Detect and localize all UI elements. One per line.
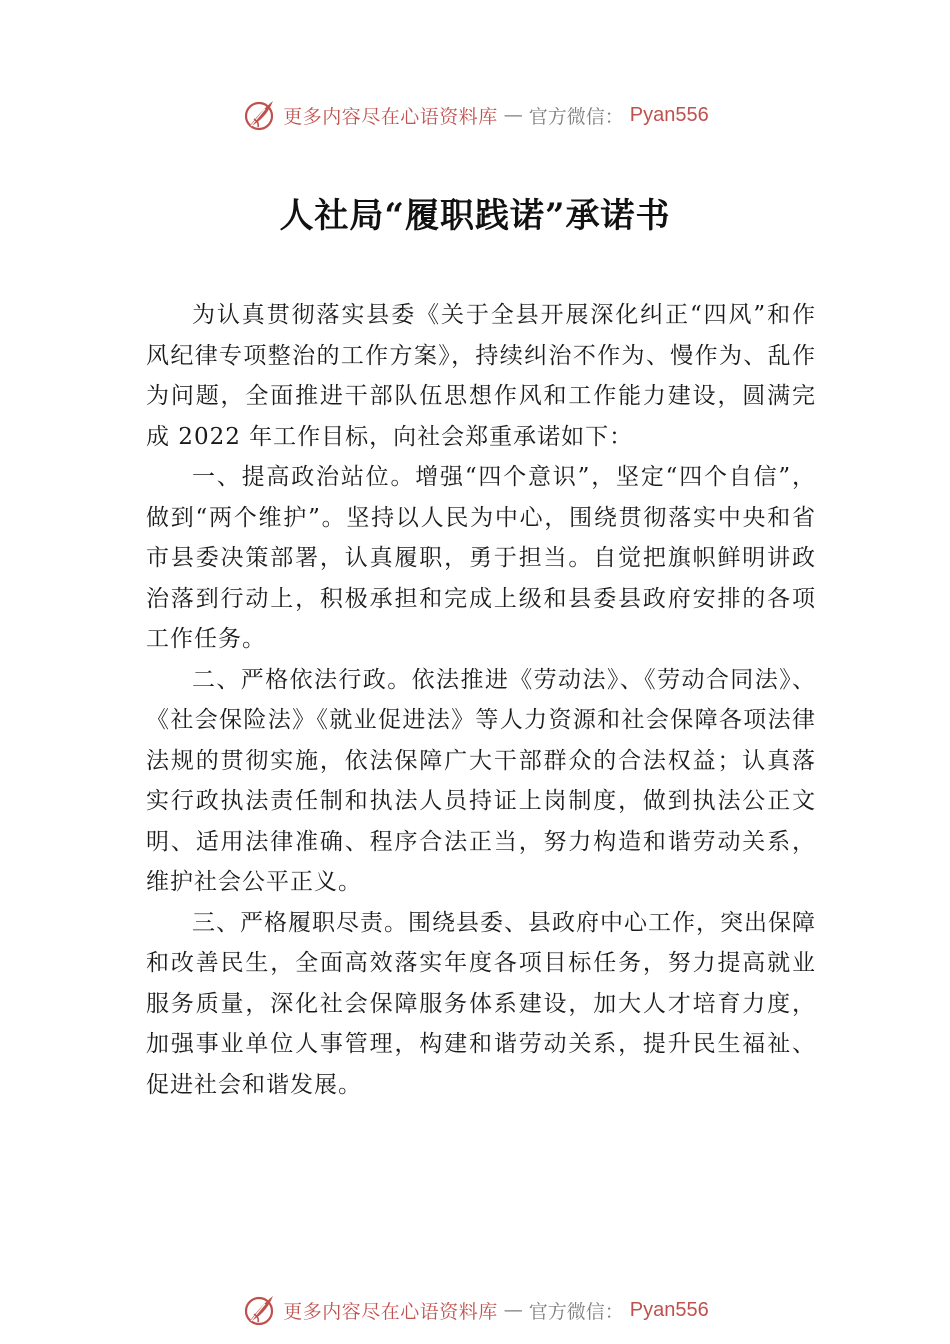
watermark-wechat-id: Pyan556 bbox=[629, 103, 709, 126]
watermark-wechat-label: 官方微信： bbox=[528, 105, 624, 128]
paragraph-item-1: 一、提高政治站位。增强“四个意识”，坚定“四个自信”，做到“两个维护”。坚持以人民为中心，围绕贯彻落实中央和省市县委决策部署，认真履职，勇于担当。自觉把旗帜鲜明讲政治落到行动上，积极承担和完成上级和县委县政府安排的各项工作任务。 bbox=[146, 464, 816, 652]
feather-pen-logo-icon bbox=[241, 1292, 277, 1328]
watermark-wechat-label: 官方微信： bbox=[528, 1300, 624, 1323]
watermark-separator: — bbox=[503, 1299, 523, 1321]
watermark-brand-text: 更多内容尽在心语资料库 bbox=[283, 105, 498, 128]
paragraph-item-2: 二、严格依法行政。依法推进《劳动法》、《劳动合同法》、《社会保险法》《就业促进法》等人力资源和社会保障各项法律法规的贯彻实施，依法保障广大干部群众的合法权益；认真落实行政执法责任制和执法人员持证上岗制度，做到执法公正文明、适用法律准确、程序合法正当，努力构造和谐劳动关系，维护社会公平正义。 bbox=[146, 666, 816, 895]
watermark-footer bbox=[0, 1290, 950, 1330]
document-title: 人社局“履职践诺”承诺书 bbox=[279, 196, 671, 236]
paragraph-item-3: 三、严格履职尽责。围绕县委、县政府中心工作，突出保障和改善民生，全面高效落实年度各项目标任务，努力提高就业服务质量，深化社会保障服务体系建设，加大人才培育力度，加强事业单位人事管理，构建和谐劳动关系，提升民生福祉、促进社会和谐发展。 bbox=[146, 909, 816, 1098]
watermark-separator: — bbox=[503, 104, 523, 126]
paragraph-intro: 为认真贯彻落实县委《关于全县开展深化纠正“四风”和作风纪律专项整治的工作方案》，持续纠治不作为、慢作为、乱作为问题，全面推进干部队伍思想作风和工作能力建设，圆满完成 2022 年工作目标，向社会郑重承诺如下： bbox=[146, 302, 816, 450]
feather-pen-logo-icon bbox=[241, 97, 277, 133]
watermark-header bbox=[0, 95, 950, 135]
watermark-wechat-id: Pyan556 bbox=[629, 1298, 709, 1321]
watermark-brand-text: 更多内容尽在心语资料库 bbox=[283, 1300, 498, 1323]
document-body bbox=[146, 295, 816, 1105]
